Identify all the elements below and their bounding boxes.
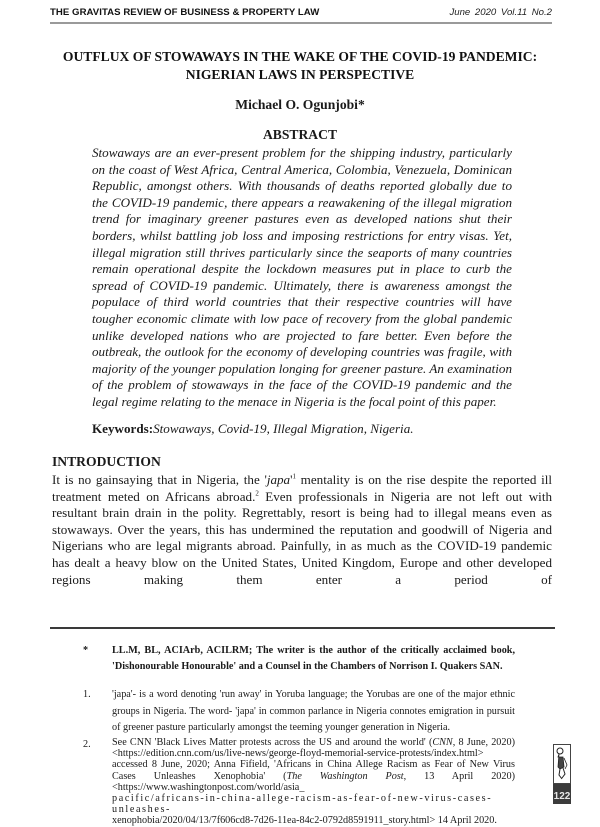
intro-text-segment: It is no gainsaying that in Nigeria, the ' [52,472,267,487]
footnote-mark-2: 2. [83,739,91,750]
intro-text-segment: ' [290,472,293,487]
fn2-url-segment[interactable]: , 13 April 2020) <https://www.washingtonpost.com/world/asia_ [112,770,515,793]
introduction-text [52,472,552,588]
journal-name: THE GRAVITAS REVIEW OF BUSINESS & PROPERTY LAW [50,7,320,18]
intro-text-segment: mentality is on the rise despite the reported ill treatment meted on Africans abroad. [52,472,552,504]
fn2-source-washington-post: The Washington Post [286,770,404,782]
abstract-text: Stowaways are an ever-present problem for the shipping industry, particularly on the coast of West Africa, Central America, Colombia, Venezuela, Dominican Republic, amongst others. With thousands of deaths reported globally due to the COVID-19 pandemic, there appears a reawakening of the illegal migration trend for imaginary greener pastures even as developed nations shut their borders, whilst battling job loss and imposing restrictions for entry visas. Yet, illegal migration still thrives particularly since the seaports of many countries remain operational despite the lockdown measures put in place to curb the spread of COVID-19 pandemic. Ultimately, there is awareness amongst the populace of third world countries that their respective countries will have tougher economic climate with low pace of recovery from the global pandemic unlike developed nations who are projected to fare better. Even before the outbreak, the outlook for the economy of developing countries was fragile, with majority of the younger population longing for greener pasture. An examination of the problem of stowaways in the face of the COVID-19 pandemic and the legal regime relating to the menace in Nigeria is the focal point of this paper. [92,145,512,409]
intro-text-segment: Even professionals in Nigeria are not left out with resultant brain drain in the polity. Regrettably, resort is being had to illegal means even as stowaways. Over the years, this has undermined the reputation and goodwill of Nigeria and Nigerians who are legal migrants abroad. Painfully, in as much as the COVID-19 pandemic has dealt a heavy blow on the United States, United Kingdom, Europe and other developed regions making them enter a period of [52,488,552,587]
footnote-mark-star: * [83,645,89,656]
footnote-ref-2[interactable]: 2 [255,489,259,498]
abstract-heading: ABSTRACT [262,127,338,142]
footnote-1-text: 'japa'- is a word denoting 'run away' in Yoruba language; the Yorubas are one of the major ethnic groups in Nigeria. The word- 'japa' in common parlance in Nigeria connotes emigration in pursuit of greener pasture particularly amongst the teeming younger generation in Nigeria. [112,689,515,734]
article-title [40,48,560,83]
fn2-segment[interactable]: , 8 June, 2020) <https://edition.cnn.com/us/live-news/george-floyd-memorial-service-protests/index.html> accessed 8 June, 2020; Anna Fifield, 'Africans in China Allege Racism as Fear of New Virus Cases Unleashes Xenophobia' ( [112,737,515,782]
page-number: 122 [553,784,571,804]
footnote-2-text [112,737,515,827]
author-name: Michael O. Ogunjobi* [235,97,365,112]
keywords-line [92,421,414,437]
fn2-url-segment[interactable]: pacific/africans-in-china-allege-racism-as-fear-of-new-virus-cases-unleashes- [112,793,493,816]
fn2-source-cnn: CNN [432,737,453,748]
japa-term: japa [266,472,291,487]
issue-info: June 2020 Vol.11 No.2 [449,7,552,18]
fn2-url-segment[interactable]: xenophobia/2020/04/13/7f606cd8-7d26-11ea-84c2-0792d8591911_story.html> 14 April 2020. [112,815,497,827]
keywords-label: Keywords: [92,421,154,436]
footnote-author-text: LL.M, BL, ACIArb, ACILRM; The writer is the author of the critically acclaimed book, 'Dishonourable Honourable' and a Counsel in the Chambers of Norrison I. Quakers SAN. [112,645,515,672]
mascot-figure-svg [554,745,570,783]
fn2-segment: See CNN 'Black Lives Matter protests across the US and around the world' ( [112,737,433,748]
header-rule [50,22,552,24]
running-head [50,5,552,23]
title-line-1: OUTFLUX OF STOWAWAYS IN THE WAKE OF THE COVID-19 PANDEMIC: [62,49,538,64]
keywords-values: Stowaways, Covid-19, Illegal Migration, Nigeria. [153,421,414,436]
footnote-ref-1[interactable]: 1 [292,472,296,481]
footnote-rule [50,627,555,629]
footnote-mark-1: 1. [83,689,91,700]
journal-mascot-figure-icon [553,744,571,784]
title-line-2: NIGERIAN LAWS IN PERSPECTIVE [185,66,415,82]
introduction-heading: INTRODUCTION [52,454,161,469]
